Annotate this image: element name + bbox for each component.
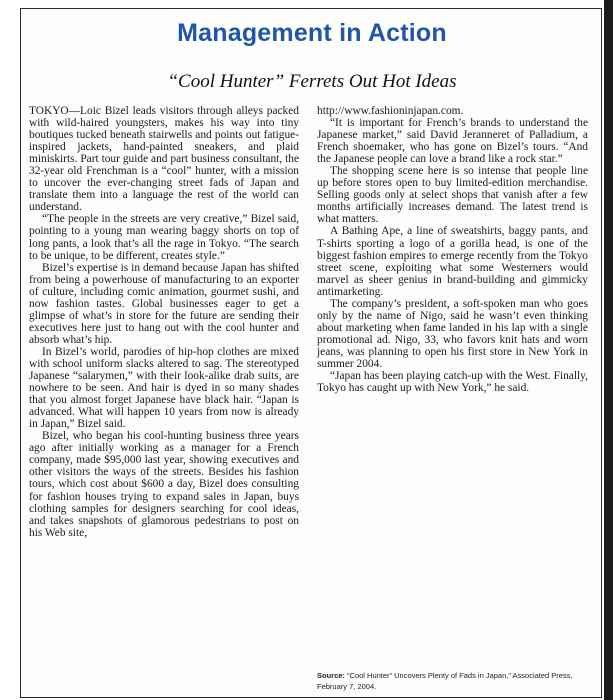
article-column-right (317, 105, 588, 394)
article-title: “Cool Hunter” Ferrets Out Hot Ideas (167, 71, 457, 92)
source-citation (317, 670, 588, 692)
source-label: Source: (317, 671, 345, 680)
paragraph: “Japan has been playing catch-up with the West. Finally, Tokyo has caught up with New York,” he said. (317, 370, 588, 395)
paragraph: A Bathing Ape, a line of sweatshirts, baggy pants, and T-shirts sporting a logo of a gorilla head, is one of the biggest fashion empires to emerge recently from the Tokyo street scene, exploiting what some Westerners would marvel as sheer genius in brand-building and gimmicky antimarketing. (317, 225, 588, 298)
paragraph: The shopping scene here is so intense that people line up before stores open to buy limited-edition merchandise. Selling goods only at select shops that vanish after a few months artificially increases demand. The latest trend is what matters. (317, 165, 588, 226)
box-heading: Management in Action (177, 19, 447, 47)
paragraph: The company’s president, a soft-spoken man who goes only by the name of Nigo, said he wasn’t even thinking about marketing when fame landed in his lap with a single promotional ad. Nigo, 33, who favors knit hats and worn jeans, was planning to open his first store in New York in summer 2004. (317, 297, 588, 370)
website-url: http://www.fashioninjapan.com. (317, 105, 464, 117)
paragraph: “It is important for French’s brands to understand the Japanese market,” said David Jeranneret of Palladium, a French shoemaker, who has gone on Bizel’s tours. “And the Japanese people can love a brand like a rock star.” (317, 117, 588, 166)
paragraph: Bizel, who began his cool-hunting business three years ago after initially working as a manager for a French company, made $95,000 last year, showing executives and other visitors the ways of the streets. Besides his fashion tours, which cost about $600 a day, Bizel does consulting for fashion houses trying to expand sales in Japan, buys clothing samples for designers searching for cool ideas, and takes snapshots of glamorous pedestrians to post on his Web site, (29, 430, 299, 539)
article-column-left (29, 105, 299, 539)
paragraph: Bizel’s expertise is in demand because Japan has shifted from being a powerhouse of manufacturing to an exporter of culture, including comic animation, gourmet sushi, and now fashion tastes. Global businesses eager to get a glimpse of what’s in store for the future are sending their executives here just to hang out with the cool hunter and absorb what’s hip. (29, 261, 299, 346)
paragraph: In Bizel’s world, parodies of hip-hop clothes are mixed with school uniform slacks altered to sag. The stereotyped Japanese “salarymen,” with their look-alike drab suits, are nowhere to be seen. And hair is dyed in so many shades that you almost forget Japanese have black hair. “Japan is advanced. What will happen 10 years from now is already in Japan,” Bizel said. (29, 345, 299, 431)
paragraph: “The people in the streets are very creative,” Bizel said, pointing to a young man wearing baggy shorts on top of long pants, a look that’s all the rage in Tokyo. “The search to be unique, to be different, creates style.” (29, 213, 299, 262)
textbook-page (20, 8, 602, 698)
page-edge-shadow (604, 0, 613, 700)
source-text: “Cool Hunter” Uncovers Plenty of Fads in Japan,” Associated Press, February 7, 2004. (317, 671, 573, 691)
paragraph: TOKYO—Loic Bizel leads visitors through alleys packed with wild-haired youngsters, makes his way into tiny boutiques tucked beneath stairwells and points out fatigue-inspired jackets, hand-painted sneakers, and plaid miniskirts. Part tour guide and part business consultant, the 32-year old Frenchman is a “cool” hunter, with a mission to uncover the ever-changing street fads of Japan and translate them into a language the rest of the world can understand. (29, 105, 299, 214)
